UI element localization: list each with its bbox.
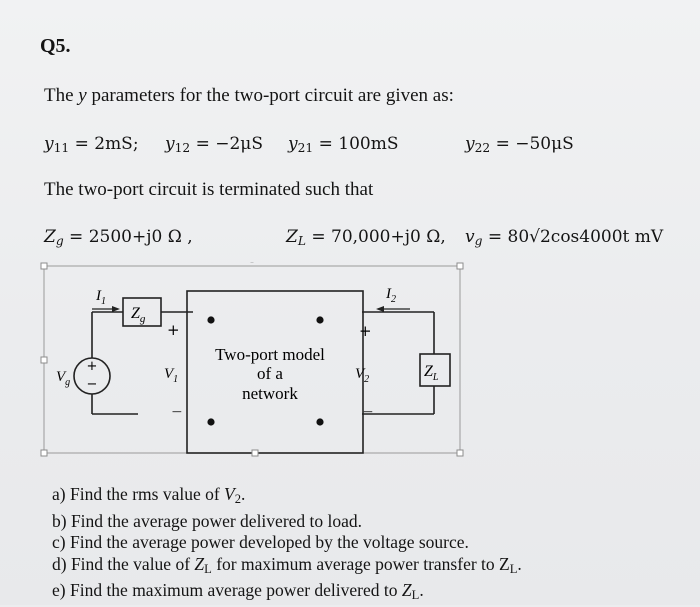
i1-label: $I_1$ — [96, 288, 106, 307]
block-label-line2: of a — [257, 364, 283, 383]
terminal-dot — [316, 316, 323, 323]
block-label-line1: Two-port model — [215, 345, 325, 364]
terminal-dot — [207, 418, 214, 425]
question-e: e) Find the maximum average power delivered to $Z_L$. — [52, 580, 424, 603]
y22-param: $y_{22} = -50\mu S$ — [465, 134, 574, 156]
zl-label: $Z_L$ — [424, 363, 439, 383]
y12-param: $y_{12} = -2\mu S$ — [165, 134, 264, 156]
zg-label: $Z_g$ — [131, 305, 146, 325]
intro-var: y — [78, 85, 87, 106]
terminal-dot — [316, 418, 323, 425]
termination-text: The two-port circuit is terminated such that — [44, 179, 374, 200]
zl-value-text: 70,000+j0 Ω, — [331, 227, 446, 247]
v2-plus: + — [359, 322, 372, 340]
vg-value-text: 80√2cos4000t mV — [507, 227, 664, 247]
v2-label: $V_2$ — [355, 366, 370, 385]
y21-param: $y_{21} = 100mS$ — [288, 134, 399, 156]
v2-minus: − — [362, 404, 374, 420]
question-d: d) Find the value of $Z_L$ for maximum average power transfer to $Z_L$. — [52, 553, 522, 576]
block-label-line3: network — [242, 384, 298, 403]
zg-value: $Z_g = 2500+j0$ Ω , — [44, 227, 193, 249]
y21-value: 100mS — [338, 134, 399, 154]
i2-label: $I_2$ — [386, 286, 396, 305]
vg-label: $V_g$ — [56, 369, 71, 388]
y11-value: 2mS — [94, 134, 133, 154]
v1-label: $V_1$ — [164, 366, 179, 385]
v1-plus: + — [167, 321, 180, 339]
question-list — [52, 484, 522, 607]
question-b: b) Find the average power delivered to load. — [52, 510, 363, 531]
intro-prefix: The — [44, 85, 79, 106]
intro-suffix: parameters for the two-port circuit are given as: — [86, 85, 454, 106]
question-label: Q5. — [40, 35, 71, 57]
question-c: c) Find the average power developed by the voltage source. — [52, 532, 469, 553]
intro-text — [44, 86, 454, 105]
source-minus: − — [86, 377, 98, 392]
v1-minus: − — [171, 404, 183, 420]
vg-value: $v_g = 80√2\cos 4000t$ mV — [465, 227, 664, 249]
i1-arrow-icon — [112, 306, 120, 312]
circuit-diagram — [30, 262, 470, 462]
zg-value-text: 2500+j0 Ω , — [88, 227, 193, 247]
y11-param: $y_{11} = 2mS$; — [44, 134, 139, 156]
y12-value: −2μS — [215, 134, 264, 154]
zl-value: $Z_L = 70,000+j0$ Ω, — [286, 227, 446, 249]
question-a: a) Find the rms value of $V_2$. — [52, 484, 246, 507]
source-plus: + — [86, 359, 98, 374]
terminal-dot — [207, 316, 214, 323]
y22-value: −50μS — [515, 134, 574, 154]
i2-arrow-icon — [376, 306, 384, 312]
